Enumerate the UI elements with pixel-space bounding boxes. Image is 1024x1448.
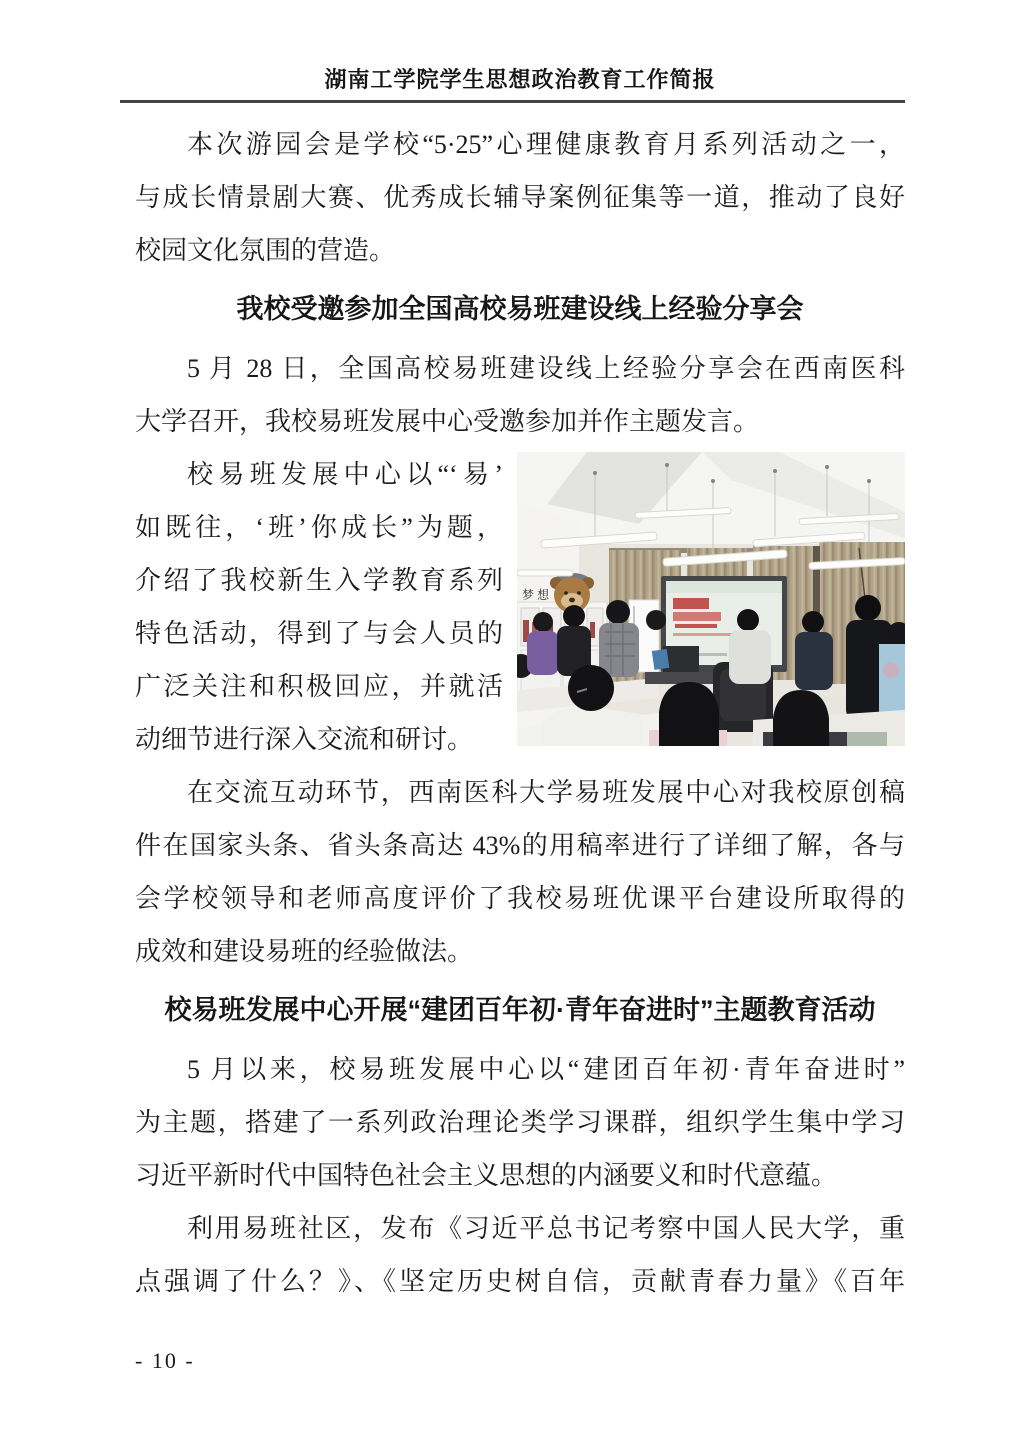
page-number: - 10 - (135, 1348, 195, 1373)
header-title: 湖南工学院学生思想政治教育工作简报 (324, 67, 716, 92)
page-header (135, 64, 905, 103)
heading-yiban-sharing: 我校受邀参加全国高校易班建设线上经验分享会 (236, 294, 804, 324)
para-presentation-line: 如既往，‘班’你成长”为题， (135, 513, 503, 542)
para-intro-line: 校园文化氛围的营造。 (135, 236, 396, 265)
para-theme-line: 为主题，搭建了一系列政治理论类学习课群，组织学生集中学习 (135, 1108, 905, 1137)
para-exchange-line: 在交流互动环节，西南医科大学易班发展中心对我校原创稿 (187, 778, 905, 807)
para-meeting-line: 5 月 28 日，全国高校易班建设线上经验分享会在西南医科 (187, 354, 905, 383)
header-rule (120, 100, 905, 103)
para-theme-line: 5 月以来，校易班发展中心以“建团百年初·青年奋进时” (187, 1055, 905, 1084)
para-intro-line: 本次游园会是学校“5·25”心理健康教育月系列活动之一， (187, 130, 905, 159)
para-exchange-line: 会学校领导和老师高度评价了我校易班优课平台建设所取得的 (135, 884, 905, 913)
para-presentation-line: 介绍了我校新生入学教育系列 (135, 566, 503, 595)
heading-league-activity: 校易班发展中心开展“建团百年初·青年奋进时”主题教育活动 (164, 995, 876, 1025)
para-intro-line: 与成长情景剧大赛、优秀成长辅导案例征集等一道，推动了良好 (135, 183, 905, 212)
para-exchange-line: 成效和建设易班的经验做法。 (135, 937, 474, 966)
para-presentation-line: 广泛关注和积极回应，并就活 (135, 672, 503, 701)
para-meeting-line: 大学召开，我校易班发展中心受邀参加并作主题发言。 (135, 407, 760, 436)
classroom-photo (517, 452, 905, 746)
para-presentation-line: 校易班发展中心以“‘易’ (187, 460, 503, 489)
document-body (135, 118, 905, 1308)
para-presentation-line: 动细节进行深入交流和研讨。 (135, 725, 474, 754)
para-community-line: 利用易班社区，发布《习近平总书记考察中国人民大学，重 (187, 1214, 905, 1243)
classroom-photo-illustration (517, 452, 905, 746)
para-community-line: 点强调了什么？》、《坚定历史树自信，贡献青春力量》《百年 (135, 1267, 905, 1296)
para-exchange-line: 件在国家头条、省头条高达 43%的用稿率进行了详细了解，各与 (135, 831, 905, 860)
wall-slogan: 梦想 (522, 588, 553, 602)
para-theme-line: 习近平新时代中国特色社会主义思想的内涵要义和时代意蕴。 (135, 1161, 838, 1190)
para-presentation-line: 特色活动，得到了与会人员的 (135, 619, 503, 648)
